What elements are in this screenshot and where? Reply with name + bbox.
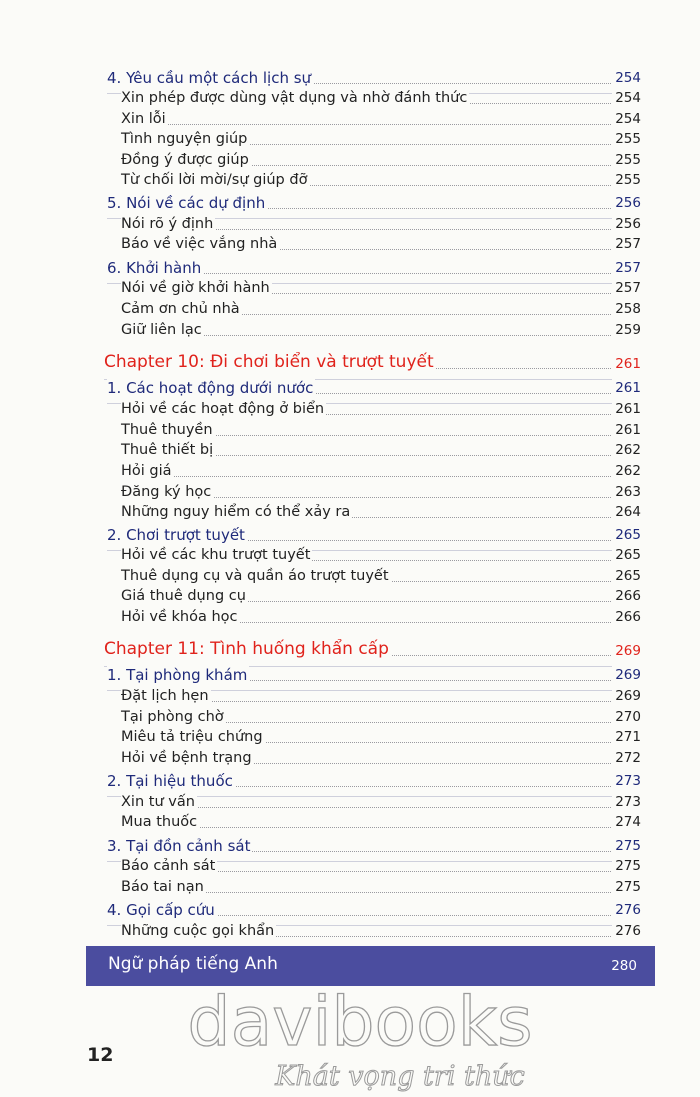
toc-item [0, 320, 700, 340]
toc-item [0, 440, 700, 460]
entry-title: Miêu tả triệu chứng [121, 729, 263, 745]
entry-page: 261 [612, 378, 641, 398]
entry-page: 266 [612, 586, 641, 606]
entry-title: Báo tai nạn [121, 879, 204, 895]
entry-page: 273 [612, 792, 641, 812]
entry-page: 262 [612, 461, 641, 481]
toc-item [0, 461, 700, 481]
entry-title: Tình nguyện giúp [121, 131, 248, 147]
toc-item [0, 399, 700, 419]
entry-page: 255 [612, 129, 641, 149]
entry-title: Cảm ơn chủ nhà [121, 301, 240, 317]
entry-page: 274 [612, 812, 641, 832]
entry-page: 255 [612, 150, 641, 170]
section-entry [0, 836, 700, 856]
entry-page: 270 [612, 707, 641, 727]
section-entry [0, 665, 700, 685]
entry-title: Đặt lịch hẹn [121, 688, 209, 704]
entry-title: Hỏi về khóa học [121, 609, 238, 625]
entry-title: Báo cảnh sát [121, 858, 216, 874]
entry-title: Nói về giờ khởi hành [121, 280, 270, 296]
entry-title: Tại phòng chờ [121, 709, 224, 725]
entry-page: 269 [612, 665, 641, 685]
entry-title: 1. Tại phòng khám [107, 666, 248, 684]
entry-title: 6. Khởi hành [107, 259, 202, 277]
toc-item [0, 88, 700, 108]
section-entry [0, 68, 700, 88]
entry-page: 261 [612, 352, 641, 376]
toc-item [0, 545, 700, 565]
entry-title: 1. Các hoạt động dưới nước [107, 379, 314, 397]
entry-page: 269 [612, 639, 641, 663]
chapter-entry [0, 350, 700, 374]
entry-page: 276 [612, 900, 641, 920]
section-entry [0, 771, 700, 791]
entry-title: Xin tư vấn [121, 794, 195, 810]
section-entry [0, 193, 700, 213]
toc-item [0, 170, 700, 190]
section-entry [0, 525, 700, 545]
entry-page: 262 [612, 440, 641, 460]
toc-item [0, 607, 700, 627]
entry-title: Những cuộc gọi khẩn [121, 923, 275, 939]
toc-item [0, 727, 700, 747]
toc-item [0, 234, 700, 254]
entry-page: 275 [612, 856, 641, 876]
entry-title: Xin phép được dùng vật dụng và nhờ đánh thức [121, 90, 468, 106]
entry-page: 275 [612, 877, 641, 897]
entry-title: 4. Yêu cầu một cách lịch sự [107, 69, 312, 87]
entry-page: 276 [612, 921, 641, 941]
toc-item [0, 812, 700, 832]
entry-page: 256 [612, 193, 641, 213]
entry-title: 3. Tại đồn cảnh sát [107, 837, 251, 855]
entry-page: 254 [612, 109, 641, 129]
entry-page: 257 [612, 258, 641, 278]
entry-page: 265 [612, 525, 641, 545]
grammar-section-title: Ngữ pháp tiếng Anh [108, 954, 278, 974]
entry-page: 257 [612, 278, 641, 298]
entry-title: Hỏi giá [121, 463, 172, 479]
toc-item [0, 109, 700, 129]
entry-page: 258 [612, 299, 641, 319]
toc-item [0, 566, 700, 586]
entry-title: Từ chối lời mời/sự giúp đỡ [121, 172, 308, 188]
toc-item [0, 921, 700, 941]
entry-title: Hỏi về các khu trượt tuyết [121, 547, 311, 563]
entry-page: 269 [612, 686, 641, 706]
toc-item [0, 792, 700, 812]
entry-page: 257 [612, 234, 641, 254]
entry-page: 259 [612, 320, 641, 340]
entry-title: 4. Gọi cấp cứu [107, 901, 215, 919]
toc-item [0, 686, 700, 706]
dot-leader [125, 807, 641, 808]
entry-title: Mua thuốc [121, 814, 198, 830]
toc-item [0, 299, 700, 319]
watermark-brand: davibooks [187, 985, 533, 1062]
entry-title: Giá thuê dụng cụ [121, 588, 246, 604]
section-entry [0, 258, 700, 278]
entry-title: 2. Chơi trượt tuyết [107, 526, 245, 544]
grammar-section-page: 280 [611, 958, 637, 974]
toc-item [0, 278, 700, 298]
toc-item [0, 150, 700, 170]
entry-title: Chapter 11: Tình huống khẩn cấp [104, 639, 389, 659]
section-entry [0, 900, 700, 920]
entry-page: 254 [612, 68, 641, 88]
entry-page: 266 [612, 607, 641, 627]
entry-page: 264 [612, 502, 641, 522]
dot-leader [125, 827, 641, 828]
entry-page: 265 [612, 566, 641, 586]
entry-title: Hỏi về bệnh trạng [121, 750, 252, 766]
entry-title: Xin lỗi [121, 111, 166, 127]
dot-leader [125, 124, 641, 125]
toc-item [0, 129, 700, 149]
entry-title: Hỏi về các hoạt động ở biển [121, 401, 325, 417]
dot-leader [125, 476, 641, 477]
entry-title: Đăng ký học [121, 484, 212, 500]
entry-title: Nói rõ ý định [121, 216, 214, 232]
entry-title: Thuê dụng cụ và quần áo trượt tuyết [121, 568, 389, 584]
toc-item [0, 420, 700, 440]
toc-item [0, 214, 700, 234]
grammar-section-bar [86, 946, 655, 986]
entry-page: 263 [612, 482, 641, 502]
entry-page: 265 [612, 545, 641, 565]
entry-title: Giữ liên lạc [121, 322, 202, 338]
toc-item [0, 586, 700, 606]
section-entry [0, 378, 700, 398]
entry-page: 254 [612, 88, 641, 108]
entry-page: 255 [612, 170, 641, 190]
davibooks-watermark [150, 985, 570, 1095]
entry-page: 261 [612, 420, 641, 440]
chapter-entry [0, 637, 700, 661]
toc-item [0, 482, 700, 502]
entry-page: 261 [612, 399, 641, 419]
toc-item [0, 856, 700, 876]
entry-page: 273 [612, 771, 641, 791]
entry-title: Thuê thiết bị [121, 442, 214, 458]
toc-item [0, 707, 700, 727]
entry-title: Những nguy hiểm có thể xảy ra [121, 504, 351, 520]
toc-item [0, 877, 700, 897]
entry-title: 2. Tại hiệu thuốc [107, 772, 233, 790]
entry-page: 256 [612, 214, 641, 234]
entry-page: 271 [612, 727, 641, 747]
entry-page: 272 [612, 748, 641, 768]
entry-title: Báo về việc vắng nhà [121, 236, 278, 252]
watermark-slogan: Khát vọng tri thức [275, 1061, 525, 1092]
entry-title: Đồng ý được giúp [121, 152, 249, 168]
toc-item [0, 502, 700, 522]
entry-page: 275 [612, 836, 641, 856]
entry-title: Thuê thuyền [121, 422, 213, 438]
entry-title: Chapter 10: Đi chơi biển và trượt tuyết [104, 352, 434, 372]
toc-item [0, 748, 700, 768]
entry-title: 5. Nói về các dự định [107, 194, 266, 212]
page-number: 12 [87, 1044, 114, 1066]
